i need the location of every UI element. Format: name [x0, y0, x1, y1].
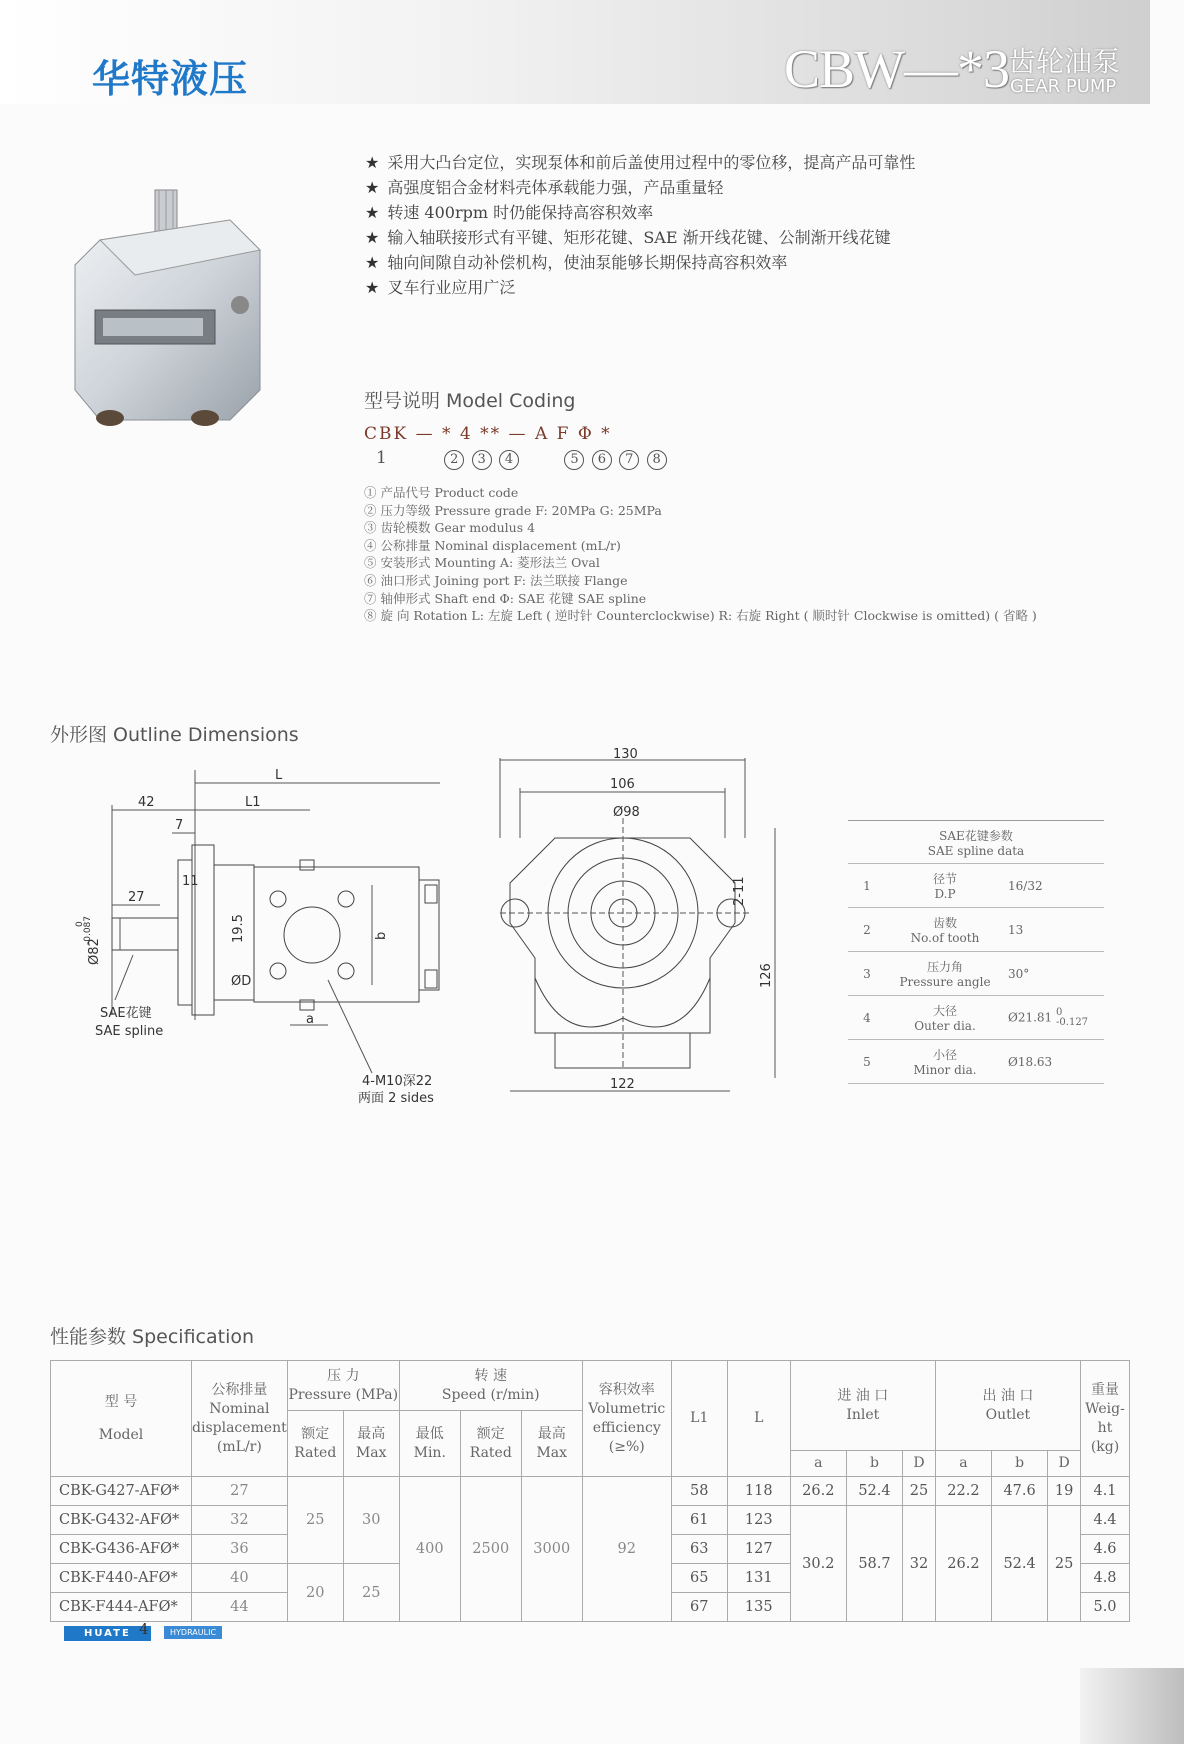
dim-dia82: Ø82	[87, 938, 102, 965]
header-outlet: 出 油 口 Outlet	[935, 1361, 1080, 1451]
spline-row	[848, 1040, 1104, 1084]
spline-row	[848, 908, 1104, 952]
dim-b: b	[374, 931, 389, 940]
star-icon: ★	[365, 278, 380, 297]
legend-item: ⑦ 轴伸形式 Shaft end Φ: SAE 花键 SAE spline	[364, 590, 647, 606]
page-number: 4	[139, 1620, 149, 1638]
cell-L: 123	[727, 1506, 790, 1535]
spline-row-value: 30°	[1004, 952, 1104, 996]
cell-outlet-a: 26.2	[935, 1506, 991, 1622]
dim-106: 106	[610, 777, 635, 792]
cell-L1: 65	[671, 1564, 727, 1593]
cell-displacement: 36	[192, 1535, 288, 1564]
feature-item: ★ 转速 400rpm 时仍能保持高容积效率	[365, 203, 654, 222]
cell-weight: 4.8	[1081, 1564, 1130, 1593]
spec-table	[50, 1360, 1130, 1622]
header-outlet-b: b	[992, 1451, 1048, 1477]
legend-item: ① 产品代号 Product code	[364, 485, 519, 500]
cell-L: 135	[727, 1593, 790, 1622]
model-coding-title: 型号说明 Model Coding	[364, 390, 576, 412]
dim-dia82-tol-lower: -0.087	[83, 915, 93, 945]
code-number: 5	[564, 450, 584, 470]
header-speed-max: 最高 Max	[521, 1411, 582, 1477]
cell-displacement: 32	[192, 1506, 288, 1535]
spline-row	[848, 864, 1104, 908]
header-speed-rated: 额定 Rated	[460, 1411, 521, 1477]
spline-row-no: 3	[848, 952, 886, 996]
dim-L1: L1	[245, 795, 261, 810]
spline-row	[848, 996, 1104, 1040]
star-icon: ★	[365, 203, 380, 222]
header-inlet-a: a	[790, 1451, 846, 1477]
footer-brand-tag: HUATE	[64, 1626, 151, 1641]
side-view-drawing	[60, 755, 480, 1155]
bolt-label: 4-M10深22	[362, 1074, 433, 1089]
cell-displacement: 27	[192, 1477, 288, 1506]
cell-L: 131	[727, 1564, 790, 1593]
header-L: L	[727, 1361, 790, 1477]
header-outlet-D: D	[1048, 1451, 1081, 1477]
spline-row-no: 2	[848, 908, 886, 952]
code-number: 8	[647, 450, 667, 470]
spline-table-header	[848, 821, 1104, 864]
cell-inlet-D: 25	[903, 1477, 936, 1506]
cell-weight: 4.6	[1081, 1535, 1130, 1564]
cell-pressure-max: 30	[343, 1477, 399, 1564]
gear-pump-image	[55, 180, 275, 450]
header-inlet-b: b	[846, 1451, 902, 1477]
cell-displacement: 40	[192, 1564, 288, 1593]
cell-inlet-a: 26.2	[790, 1477, 846, 1506]
header-pressure: 压 力 Pressure (MPa)	[287, 1361, 399, 1411]
feature-item: ★ 输入轴联接形式有平键、矩形花键、SAE 渐开线花键、公制渐开线花键	[365, 228, 891, 247]
header-displacement: 公称排量 Nominal displacement (mL/r)	[192, 1361, 288, 1477]
front-view-drawing	[495, 748, 795, 1108]
dim-dia98: Ø98	[613, 805, 640, 820]
cell-outlet-D: 19	[1048, 1477, 1081, 1506]
model-code-numbers	[376, 448, 669, 470]
cell-L1: 67	[671, 1593, 727, 1622]
dim-11: 11	[182, 874, 199, 889]
header-volumetric: 容积效率 Volumetric efficiency (≥%)	[582, 1361, 671, 1477]
cell-model: CBK-G432-AFØ*	[51, 1506, 192, 1535]
header-min: 最低 Min.	[399, 1411, 460, 1477]
spline-row-no: 5	[848, 1040, 886, 1084]
header-model: 型 号 Model	[51, 1361, 192, 1477]
cell-model: CBK-G427-AFØ*	[51, 1477, 192, 1506]
series-title: CBW—*3	[784, 39, 1010, 99]
code-number: 2	[444, 450, 464, 470]
cell-model: CBK-G436-AFØ*	[51, 1535, 192, 1564]
model-code-legend	[364, 484, 1037, 625]
star-icon: ★	[365, 253, 380, 272]
brand-title: 华特液压	[92, 57, 249, 101]
spline-row-value: Ø18.63	[1004, 1040, 1104, 1084]
star-icon: ★	[365, 228, 380, 247]
cell-inlet-b: 52.4	[846, 1477, 902, 1506]
header-L1: L1	[671, 1361, 727, 1477]
feature-item: ★ 采用大凸台定位，实现泵体和前后盖使用过程中的零位移，提高产品可靠性	[365, 153, 916, 172]
header-weight: 重量 Weig- ht (kg)	[1081, 1361, 1130, 1477]
cell-L1: 61	[671, 1506, 727, 1535]
star-icon: ★	[365, 178, 380, 197]
dim-dia82-tol-upper: 0	[75, 921, 85, 927]
legend-item: ② 压力等级 Pressure grade F: 20MPa G: 25MPa	[364, 502, 662, 518]
header-inlet-D: D	[903, 1451, 936, 1477]
spline-row-no: 1	[848, 864, 886, 908]
spec-title: 性能参数 Specification	[50, 1326, 255, 1348]
cell-pressure-rated: 25	[287, 1477, 343, 1564]
spline-row-value: 16/32	[1004, 864, 1104, 908]
cell-model: CBK-F440-AFØ*	[51, 1564, 192, 1593]
cell-displacement: 44	[192, 1593, 288, 1622]
cell-L: 118	[727, 1477, 790, 1506]
product-type-en: GEAR PUMP	[1010, 76, 1117, 97]
cell-speed-rated: 2500	[460, 1477, 521, 1622]
cell-pressure-rated: 20	[287, 1564, 343, 1622]
bolt-sides-label: 两面 2 sides	[358, 1091, 434, 1106]
code-number: 4	[499, 450, 519, 470]
table-row	[51, 1477, 1130, 1506]
model-code: CBK — * 4 ** — A F Φ *	[364, 424, 612, 444]
cell-speed-min: 400	[399, 1477, 460, 1622]
dim-dia-D: ØD	[231, 974, 252, 989]
legend-item: ⑧ 旋 向 Rotation L: 左旋 Left ( 逆时针 Counterclockwise) R: 右旋 Right ( 顺时针 Clockwise is omitted) ( 省略 )	[364, 608, 1037, 624]
cell-weight: 4.4	[1081, 1506, 1130, 1535]
cell-speed-max: 3000	[521, 1477, 582, 1622]
header-max: 最高 Max	[343, 1411, 399, 1477]
cell-inlet-a: 30.2	[790, 1506, 846, 1622]
cell-outlet-b: 47.6	[992, 1477, 1048, 1506]
dim-2-11: 2-11	[732, 876, 747, 906]
code-number: 1	[376, 448, 387, 468]
legend-item: ⑥ 油口形式 Joining port F: 法兰联接 Flange	[364, 572, 628, 588]
dim-a: a	[306, 1012, 314, 1027]
legend-item: ⑤ 安装形式 Mounting A: 菱形法兰 Oval	[364, 555, 600, 571]
spline-row-value: Ø21.81 0 -0.127	[1004, 996, 1104, 1040]
cell-outlet-b: 52.4	[992, 1506, 1048, 1622]
feature-list	[365, 150, 915, 300]
cell-L1: 58	[671, 1477, 727, 1506]
feature-item: ★ 叉车行业应用广泛	[365, 278, 516, 297]
corner-decoration	[1080, 1668, 1184, 1744]
dim-122: 122	[610, 1077, 635, 1092]
dim-42: 42	[138, 795, 155, 810]
spline-row-param: 大径 Outer dia.	[886, 996, 1004, 1040]
sae-spline-en: SAE spline	[95, 1024, 164, 1039]
footer-sub-tag: HYDRAULIC	[164, 1626, 222, 1639]
dim-L: L	[275, 768, 283, 783]
header-outlet-a: a	[935, 1451, 991, 1477]
cell-weight: 4.1	[1081, 1477, 1130, 1506]
product-type-zh: 齿轮油泵	[1008, 45, 1121, 78]
sae-spline-zh: SAE花键	[100, 1006, 152, 1021]
code-number: 3	[472, 450, 492, 470]
dim-7: 7	[175, 818, 184, 833]
cell-L: 127	[727, 1535, 790, 1564]
spline-row	[848, 952, 1104, 996]
spline-title-en: SAE spline data	[927, 843, 1025, 858]
code-number: 6	[592, 450, 612, 470]
cell-outlet-D: 25	[1048, 1506, 1081, 1622]
outline-title: 外形图 Outline Dimensions	[50, 724, 299, 746]
feature-item: ★ 轴向间隙自动补偿机构，使油泵能够长期保持高容积效率	[365, 253, 788, 272]
spline-row-param: 齿数 No.of tooth	[886, 908, 1004, 952]
dim-126: 126	[759, 963, 774, 988]
dim-130: 130	[613, 748, 638, 762]
legend-item: ④ 公称排量 Nominal displacement (mL/r)	[364, 537, 621, 553]
sae-spline-table	[848, 820, 1104, 1084]
cell-L1: 63	[671, 1535, 727, 1564]
cell-outlet-a: 22.2	[935, 1477, 991, 1506]
cell-model: CBK-F444-AFØ*	[51, 1593, 192, 1622]
header-inlet: 进 油 口 Inlet	[790, 1361, 935, 1451]
feature-item: ★ 高强度铝合金材料壳体承载能力强，产品重量轻	[365, 178, 724, 197]
cell-weight: 5.0	[1081, 1593, 1130, 1622]
cell-inlet-D: 32	[903, 1506, 936, 1622]
spline-row-param: 小径 Minor dia.	[886, 1040, 1004, 1084]
dim-27: 27	[128, 890, 145, 905]
star-icon: ★	[365, 153, 380, 172]
cell-volumetric: 92	[582, 1477, 671, 1622]
code-number: 7	[619, 450, 639, 470]
spline-row-param: 压力角 Pressure angle	[886, 952, 1004, 996]
cell-pressure-max: 25	[343, 1564, 399, 1622]
header-rated: 额定 Rated	[287, 1411, 343, 1477]
legend-item: ③ 齿轮模数 Gear modulus 4	[364, 520, 536, 536]
cell-inlet-b: 58.7	[846, 1506, 902, 1622]
dim-19-5: 19.5	[231, 914, 246, 943]
spline-row-value: 13	[1004, 908, 1104, 952]
spline-row-param: 径节 D.P	[886, 864, 1004, 908]
spline-row-no: 4	[848, 996, 886, 1040]
header-speed: 转 速 Speed (r/min)	[399, 1361, 582, 1411]
spline-title-zh: SAE花键参数	[939, 828, 1013, 843]
